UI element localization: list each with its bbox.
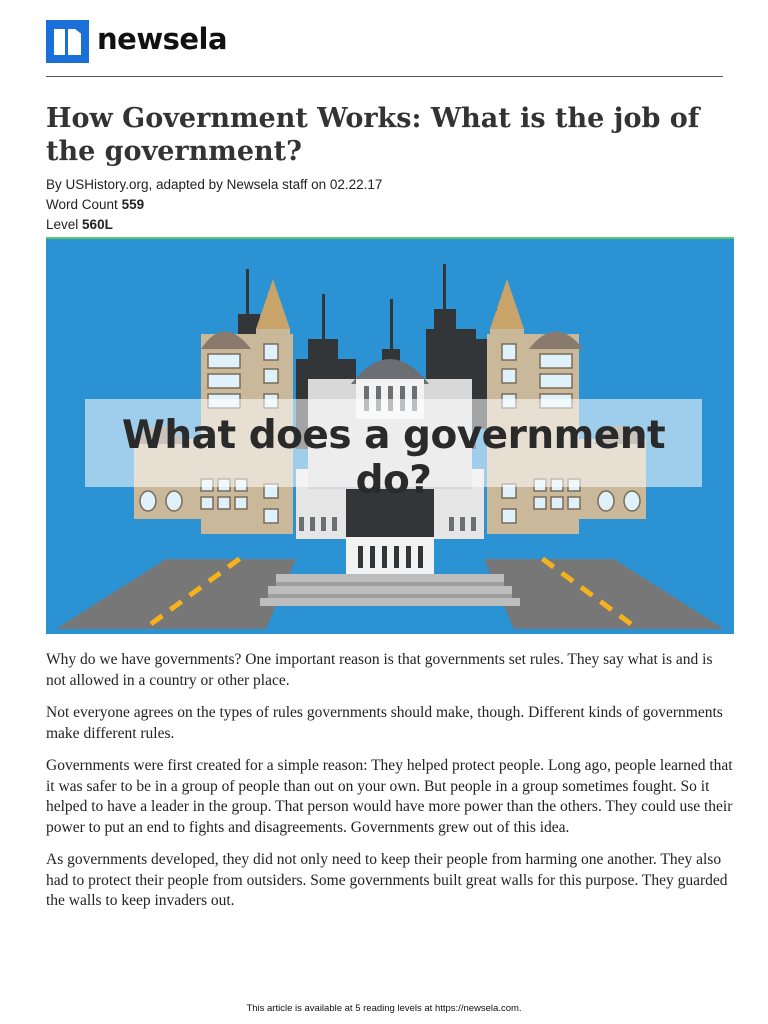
- paragraph: Governments were first created for a simple reason: They helped protect people. Long ago, people learned that it was safer to be in a group of people than out on your own. But people in a group sometimes fought. So it helped to have a leader in the group. That person would have more power than the others. They could use their power to put an end to fights and disagreements. Governments grew out of this idea.: [46, 757, 733, 836]
- reading-level: [46, 217, 646, 232]
- word-count: [46, 197, 646, 212]
- word-count-label: Word Count: [46, 197, 118, 212]
- article-body: [46, 650, 736, 924]
- word-count-value: 559: [121, 197, 145, 212]
- paragraph: Not everyone agrees on the types of rules governments should make, though. Different kinds of governments make different rules.: [46, 704, 723, 742]
- hero-caption: What does a government do?: [121, 413, 666, 503]
- newsela-logo-icon[interactable]: [46, 20, 89, 63]
- brand-name[interactable]: newsela: [97, 22, 228, 56]
- paragraph: As governments developed, they did not only need to keep their people from harming one another. They also had to protect their people from outsiders. Some governments built great walls for this purpose. They guarded the walls to keep invaders out.: [46, 851, 728, 909]
- paragraph: Why do we have governments? One important reason is that governments set rules. They say what is and is not allowed in a country or other place.: [46, 651, 713, 689]
- level-value: 560L: [82, 217, 113, 232]
- level-label: Level: [46, 217, 79, 232]
- hero-caption-banner: [85, 399, 702, 503]
- page-header: [46, 18, 723, 77]
- article-title: How Government Works: What is the job of the government?: [46, 103, 700, 167]
- hero-image: [46, 237, 734, 634]
- page-footer: This article is available at 5 reading levels at https://newsela.com.: [246, 1003, 522, 1014]
- byline: By USHistory.org, adapted by Newsela staff on 02.22.17: [46, 177, 383, 192]
